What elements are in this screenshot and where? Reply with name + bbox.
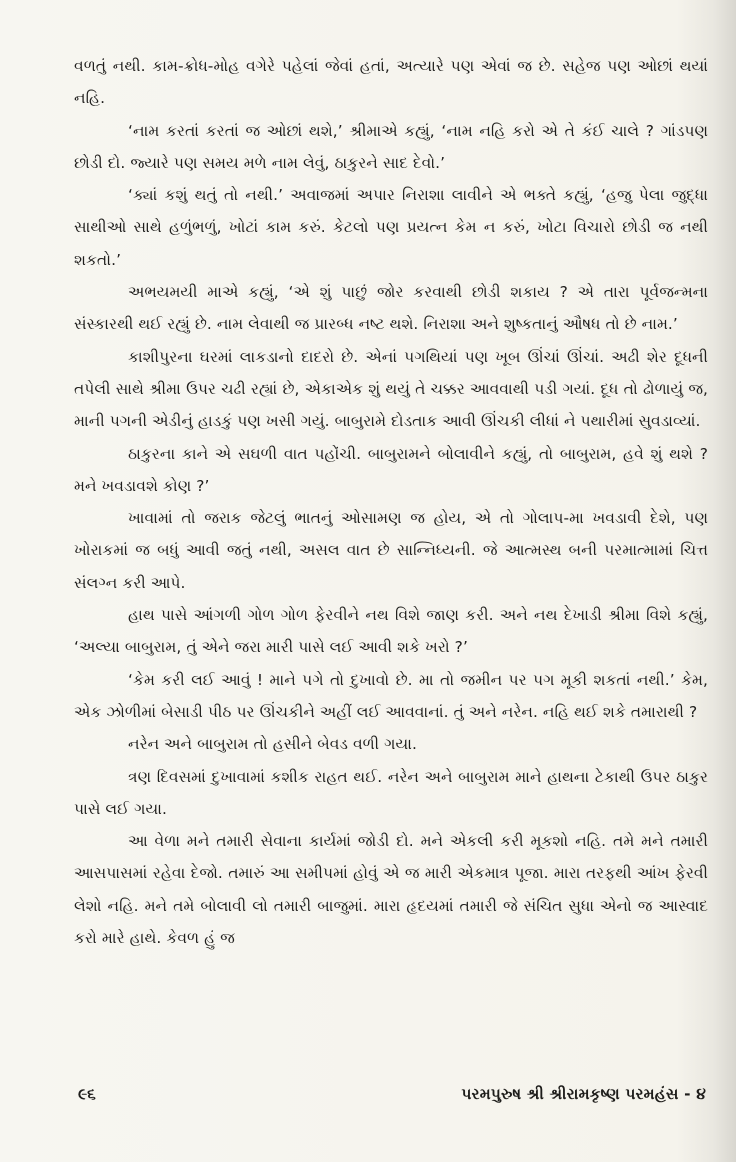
page-footer bbox=[74, 1085, 708, 1115]
running-title: પરમપુરુષ શ્રી શ્રીરામકૃષ્ણ પરમહંસ - ૪ bbox=[461, 1085, 706, 1103]
paragraph-3: ‘ક્યાં કશું થતું તો નથી.’ અવાજમાં અપાર નિરાશા લાવીને એ ભક્તે કહ્યું, ‘હજુ પેલા જુદ્ધા સાથીઓ સાથે હળુંભળું, ખોટાં કામ કરું. કેટલો પણ પ્રયત્ન કેમ ન કરું, ખોટા વિચારો છોડી જ નથી શકતો.’ bbox=[74, 186, 708, 269]
page-number: ૯૬ bbox=[78, 1085, 96, 1103]
paragraph-4: અભયમયી માએ કહ્યું, ‘એ શું પાછું જોર કરવાથી છોડી શકાય ? એ તારા પૂર્વજન્મના સંસ્કારથી થઈ રહ્યું છે. નામ લેવાથી જ પ્રારબ્ધ નષ્ટ થશે. નિરાશા અને શુષ્કતાનું ઔષધ તો છે નામ.’ bbox=[74, 283, 708, 334]
paragraph-1: વળતું નથી. કામ-ક્રોધ-મોહ વગેરે પહેલાં જેવાં હતાં, અત્યારે પણ એવાં જ છે. સહેજ પણ ઓછાં થયાં નહિ. bbox=[74, 57, 708, 108]
paragraph-6: ઠાકુરના કાને એ સઘળી વાત પહોંચી. બાબુરામને બોલાવીને કહ્યું, તો બાબુરામ, હવે શું થશે ? મને ખવડાવશે કોણ ?’ bbox=[74, 444, 708, 495]
paragraph-10: નરેન અને બાબુરામ તો હસીને બેવડ વળી ગયા. bbox=[128, 735, 417, 754]
paragraph-5: કાશીપુરના ઘરમાં લાકડાનો દાદરો છે. એનાં પગથિયાં પણ ખૂબ ઊંચાં ઊંચાં. અઢી શેર દૂધની તપેલી સાથે શ્રીમા ઉપર ચઢી રહ્યાં છે, એકાએક શું થયું તે ચક્કર આવવાથી પડી ગયાં. દૂધ તો ઢોળાયું જ, માની પગની એડીનું હાડકું પણ ખસી ગયું. બાબુરામે દોડતાક આવી ઊંચકી લીધાં ને પથારીમાં સુવડાવ્યાં. bbox=[74, 347, 708, 431]
body-text bbox=[74, 50, 708, 954]
paragraph-11: ત્રણ દિવસમાં દુખાવામાં કશીક રાહત થઈ. નરેન અને બાબુરામ માને હાથના ટેકાથી ઉપર ઠાકુર પાસે લઈ ગયા. bbox=[74, 767, 708, 818]
paragraph-8: હાથ પાસે આંગળી ગોળ ગોળ ફેરવીને નથ વિશે જાણ કરી. અને નથ દેખાડી શ્રીમા વિશે કહ્યું, ‘અલ્યા બાબુરામ, તું એને જરા મારી પાસે લઈ આવી શકે ખરો ?’ bbox=[74, 606, 708, 657]
paragraph-12: આ વેળા મને તમારી સેવાના કાર્યમાં જોડી દો. મને એકલી કરી મૂકશો નહિ. તમે મને તમારી આસપાસમાં રહેવા દેજો. તમારું આ સમીપમાં હોવું એ જ મારી એકમાત્ર પૂજા. મારા તરફથી આંખ ફેરવી લેશો નહિ. મને તમે બોલાવી લો તમારી બાજુમાં. મારા હૃદયમાં તમારી જે સંચિત સુધા એનો જ આસ્વાદ કરો મારે હાથે. કેવળ હું જ bbox=[74, 832, 708, 948]
paragraph-2: ‘નામ કરતાં કરતાં જ ઓછાં થશે,’ શ્રીમાએ કહ્યું, ‘નામ નહિ કરો એ તે કંઈ ચાલે ? ગાંડપણ છોડી દો. જ્યારે પણ સમય મળે નામ લેવું, ઠાકુરને સાદ દેવો.’ bbox=[74, 121, 708, 172]
paragraph-7: ખાવામાં તો જરાક જેટલું ભાતનું ઓસામણ જ હોય, એ તો ગોલાપ-મા ખવડાવી દેશે, પણ ખોરાકમાં જ બધું આવી જતું નથી, અસલ વાત છે સાન્નિધ્યની. જે આત્મસ્થ બની પરમાત્મામાં ચિત્ત સંલગ્ન કરી આપે. bbox=[74, 509, 708, 592]
paragraph-9: ‘કેમ કરી લઈ આવું ! માને પગે તો દુખાવો છે. મા તો જમીન પર પગ મૂકી શકતાં નથી.’ કેમ, એક ઝોળીમાં બેસાડી પીઠ પર ઊંચકીને અહીં લઈ આવવાનાં. તું અને નરેન. નહિ થઈ શકે તમારાથી ? bbox=[74, 670, 708, 721]
